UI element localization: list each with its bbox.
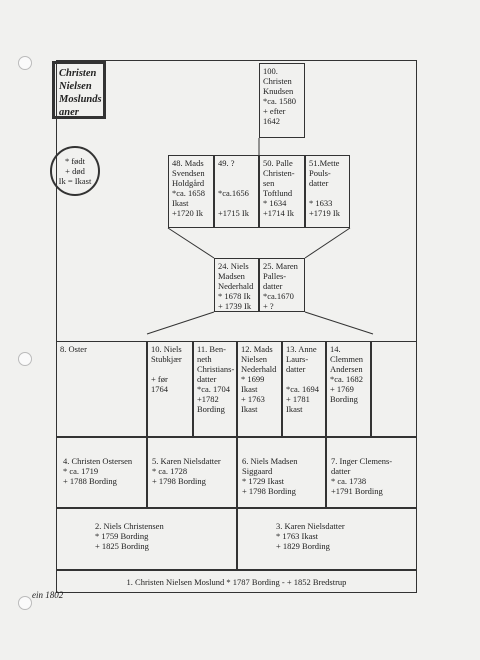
ancestor-25: 25. Maren Palles- datter *ca.1670 + ?: [259, 258, 305, 312]
ancestor-5: 5. Karen Nielsdatter * ca. 1728 + 1798 Bording: [147, 437, 237, 508]
legend-circle: * født + død Ik = Ikast: [50, 146, 100, 196]
ancestor-1-root: 1. Christen Nielsen Moslund * 1787 Bording - + 1852 Bredstrup: [56, 570, 417, 593]
ancestor-11: 11. Ben- neth Christians- datter *ca. 1704 +1782 Bording: [193, 341, 237, 437]
ancestor-50: 50. Palle Christen- sen Toftlund * 1634 +1714 Ik: [259, 155, 305, 228]
ancestor-100: 100. Christen Knudsen *ca. 1580 + efter 1642: [259, 63, 305, 138]
ancestor-4: 4. Christen Ostersen * ca. 1719 + 1788 Bording: [56, 437, 147, 508]
chart-title: Christen Nielsen Moslunds aner: [52, 61, 106, 119]
ancestor-14: 14. Clemmen Andersen *ca. 1682 + 1769 Bording: [326, 341, 371, 437]
ancestor-24: 24. Niels Madsen Nederhald * 1678 Ik + 1739 Ik: [214, 258, 259, 312]
ancestor-6: 6. Niels Madsen Siggaard * 1729 Ikast + 1798 Bording: [237, 437, 326, 508]
ancestor-13: 13. Anne Laurs- datter *ca. 1694 + 1781 Ikast: [282, 341, 326, 437]
ancestor-15: [371, 341, 417, 437]
handwritten-signature: ein 1802: [32, 590, 64, 600]
ancestor-51: 51.Mette Pouls- datter * 1633 +1719 Ik: [305, 155, 350, 228]
ancestor-49: 49. ? *ca.1656 +1715 Ik: [214, 155, 259, 228]
ancestor-48: 48. Mads Svendsen Holdgård *ca. 1658 Ikast +1720 Ik: [168, 155, 214, 228]
ancestor-3: 3. Karen Nielsdatter * 1763 Ikast + 1829 Bording: [237, 508, 417, 570]
ancestor-10: 10. Niels Stubkjær + før 1764: [147, 341, 193, 437]
ancestor-8: 8. Oster: [56, 341, 147, 437]
ancestor-2: 2. Niels Christensen * 1759 Bording + 1825 Bording: [56, 508, 237, 570]
ancestor-12: 12. Mads Nielsen Nederhald * 1699 Ikast + 1763 Ikast: [237, 341, 282, 437]
ancestor-7: 7. Inger Clemens- datter * ca. 1738 +1791 Bording: [326, 437, 417, 508]
